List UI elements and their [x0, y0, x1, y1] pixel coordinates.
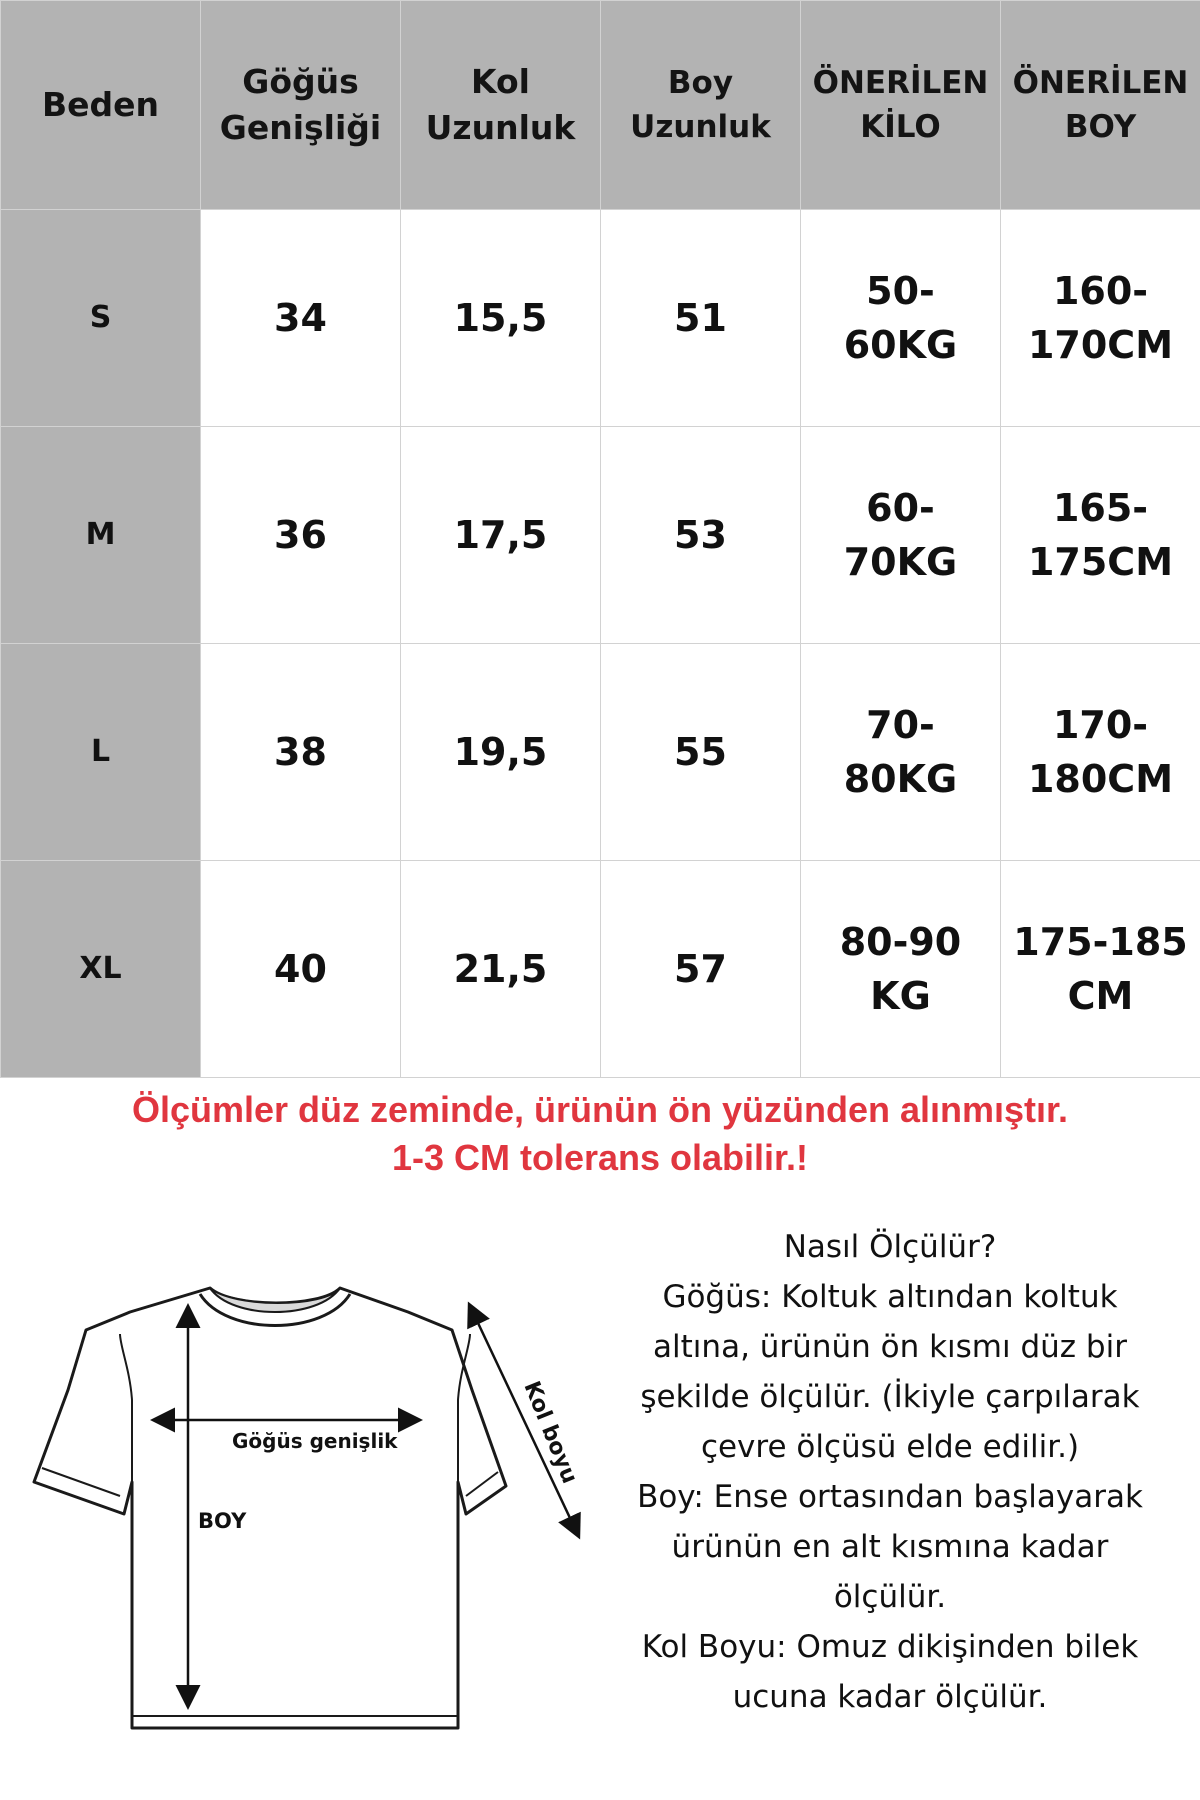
- height-cell: [1001, 861, 1200, 1078]
- table-row: [1, 861, 1200, 1078]
- sleeve-label: Kol boyu: [518, 1377, 583, 1488]
- guide-line: şekilde ölçülür. (İkiyle çarpılarak: [640, 1379, 1140, 1415]
- header-label-line2: Uzunluk: [630, 109, 771, 145]
- sleeve-cell: 15,5: [401, 210, 601, 427]
- weight-cell: [801, 427, 1001, 644]
- header-boy: [601, 1, 801, 210]
- how-to-measure-text: [610, 1222, 1170, 1722]
- header-beden: [1, 1, 201, 210]
- weight-line2: 70KG: [843, 540, 958, 584]
- size-cell: XL: [1, 861, 201, 1078]
- guide-line: çevre ölçüsü elde edilir.): [700, 1429, 1080, 1465]
- height-line2: 170CM: [1027, 323, 1174, 367]
- height-line1: 175-185: [1013, 920, 1188, 964]
- size-cell: L: [1, 644, 201, 861]
- guide-line: Göğüs: Koltuk altından koltuk: [662, 1279, 1118, 1315]
- weight-line1: 50-: [866, 269, 935, 313]
- weight-line2: 60KG: [843, 323, 958, 367]
- size-cell: M: [1, 427, 201, 644]
- length-cell: 55: [601, 644, 801, 861]
- height-line1: 165-: [1052, 486, 1149, 530]
- length-cell: 53: [601, 427, 801, 644]
- header-label-line1: Göğüs: [242, 62, 359, 101]
- table-row: [1, 210, 1200, 427]
- guide-title: Nasıl Ölçülür?: [783, 1229, 997, 1265]
- size-cell: S: [1, 210, 201, 427]
- height-line2: 175CM: [1027, 540, 1174, 584]
- chest-cell: 40: [201, 861, 401, 1078]
- weight-cell: [801, 861, 1001, 1078]
- header-onerilen-boy: [1001, 1, 1200, 210]
- height-line1: 160-: [1052, 269, 1149, 313]
- table-row: [1, 427, 1200, 644]
- guide-line: Boy: Ense ortasından başlayarak: [637, 1479, 1143, 1515]
- header-label-line2: BOY: [1064, 109, 1137, 145]
- tshirt-diagram: [20, 1250, 600, 1770]
- weight-line2: KG: [870, 974, 931, 1018]
- header-label-line1: Boy: [667, 65, 734, 101]
- weight-line1: 60-: [866, 486, 935, 530]
- weight-line1: 80-90: [839, 920, 962, 964]
- sleeve-cell: 21,5: [401, 861, 601, 1078]
- tshirt-illustration: [20, 1250, 600, 1770]
- height-line2: CM: [1067, 974, 1134, 1018]
- chest-cell: 34: [201, 210, 401, 427]
- header-label-line2: Genişliği: [219, 108, 382, 147]
- guide-line: Kol Boyu: Omuz dikişinden bilek: [641, 1629, 1139, 1665]
- table-row: [1, 644, 1200, 861]
- header-kol: [401, 1, 601, 210]
- tshirt-outline: [34, 1288, 506, 1728]
- header-label-line1: ÖNERİLEN: [812, 65, 989, 101]
- guide-line: altına, ürünün ön kısmı düz bir: [653, 1329, 1127, 1365]
- sleeve-cell: 19,5: [401, 644, 601, 861]
- sleeve-cell: 17,5: [401, 427, 601, 644]
- weight-line2: 80KG: [843, 757, 958, 801]
- length-cell: 57: [601, 861, 801, 1078]
- weight-cell: [801, 644, 1001, 861]
- header-label: Beden: [41, 85, 160, 124]
- header-onerilen-kilo: [801, 1, 1001, 210]
- height-cell: [1001, 644, 1200, 861]
- height-cell: [1001, 427, 1200, 644]
- guide-line: ucuna kadar ölçülür.: [732, 1679, 1048, 1715]
- boy-label: BOY: [198, 1509, 247, 1533]
- header-label-line1: ÖNERİLEN: [1012, 65, 1189, 101]
- chest-cell: 38: [201, 644, 401, 861]
- weight-cell: [801, 210, 1001, 427]
- header-label-line2: KİLO: [860, 109, 941, 145]
- chest-label: Göğüs genişlik: [232, 1429, 398, 1453]
- guide-line: ürünün en alt kısmına kadar: [671, 1529, 1109, 1565]
- notice-line1: Ölçümler düz zeminde, ürünün ön yüzünden alınmıştır.: [131, 1089, 1069, 1130]
- table-header-row: [1, 1, 1200, 210]
- header-gogus: [201, 1, 401, 210]
- height-line2: 180CM: [1027, 757, 1174, 801]
- header-label-line2: Uzunluk: [425, 108, 576, 147]
- height-line1: 170-: [1052, 703, 1149, 747]
- guide-line: ölçülür.: [833, 1579, 947, 1615]
- height-cell: [1001, 210, 1200, 427]
- header-label-line1: Kol: [471, 62, 530, 101]
- chest-cell: 36: [201, 427, 401, 644]
- weight-line1: 70-: [866, 703, 935, 747]
- length-cell: 51: [601, 210, 801, 427]
- tolerance-notice: [0, 1086, 1200, 1182]
- notice-line2: 1-3 CM tolerans olabilir.!: [391, 1137, 809, 1178]
